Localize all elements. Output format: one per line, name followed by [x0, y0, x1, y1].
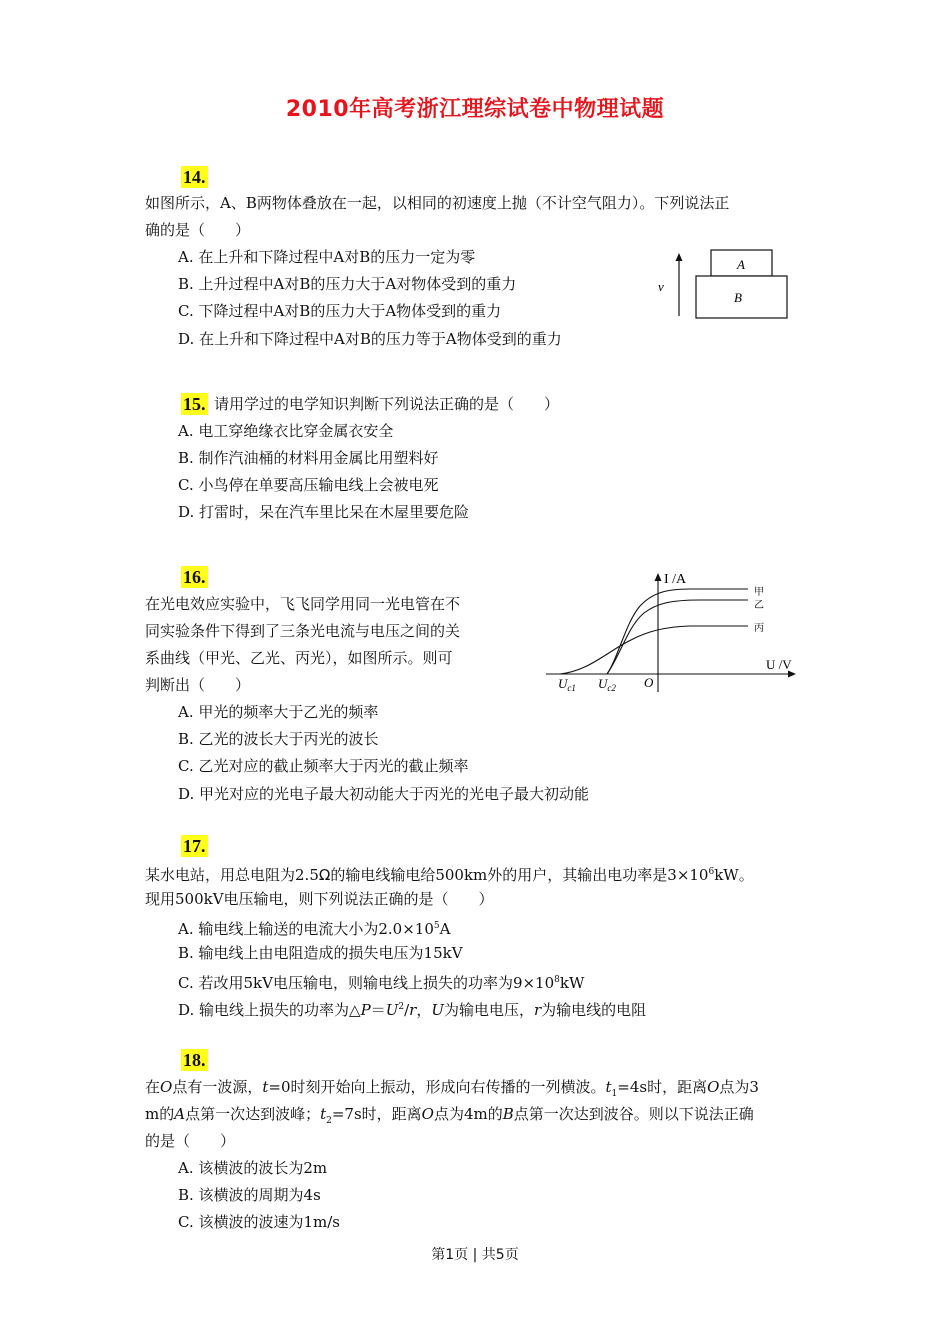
question-17-stem-line1: 某水电站，用总电阻为2.5Ω的输电线输电给500km外的用户，其输出电功率是$3\times 10^6kW$。 [145, 866, 754, 884]
velocity-arrowhead [676, 253, 683, 261]
question-14-option-b: B. 上升过程中A对B的压力大于A对物体受到的重力 [178, 275, 517, 293]
question-18-option-b: B. 该横波的周期为4s [178, 1186, 321, 1204]
question-17-option-b: B. 输电线上由电阻造成的损失电压为15kV [178, 944, 463, 962]
question-14-option-a: A. 在上升和下降过程中A对B的压力一定为零 [178, 248, 476, 266]
curve-label-bing: 丙 [754, 623, 764, 634]
uc2-label: $U_{c2}$ [598, 676, 616, 693]
question-15-stem: 请用学过的电学知识判断下列说法正确的是（ ） [214, 395, 560, 413]
question-16-option-d: D. 甲光对应的光电子最大初动能大于丙光的光电子最大初动能 [178, 785, 590, 803]
question-15-option-a: A. 电工穿绝缘衣比穿金属衣安全 [178, 422, 394, 440]
question-16-stem-line1: 在光电效应实验中，飞飞同学用同一光电管在不 [145, 595, 461, 613]
velocity-label: v [658, 279, 664, 294]
question-14-stem-line2: 确的是（ ） [145, 221, 251, 239]
question-14-option-d: D. 在上升和下降过程中A对B的压力等于A物体受到的重力 [178, 330, 562, 348]
question-16-number: 16. [183, 567, 206, 587]
question-16-stem-line3: 系曲线（甲光、乙光、丙光），如图所示。则可 [145, 649, 453, 667]
question-17-option-a: A. 输电线上输送的电流大小为$2.0\times 10^5A$ [178, 920, 451, 938]
question-16-iv-graph [540, 566, 800, 696]
curve-jia [607, 589, 748, 674]
question-17-number: 17. [183, 836, 206, 856]
origin-label: O [644, 675, 654, 690]
uc1-label: $U_{c1}$ [558, 676, 576, 693]
question-17-option-c: C. 若改用5kV电压输电，则输电线上损失的功率为$9\times 10^8kW$ [178, 974, 585, 992]
question-17-option-d: D. 输电线上损失的功率为$\triangle P=U^2/r$，U为输电电压，r为输电线的电阻 [178, 1001, 647, 1019]
curve-label-yi: 乙 [754, 600, 764, 611]
curve-yi [607, 600, 748, 674]
block-a-label: A [737, 257, 745, 272]
question-15-option-b: B. 制作汽油桶的材料用金属比用塑料好 [178, 449, 439, 467]
page-title: 2010年高考浙江理综试卷中物理试题 [285, 97, 665, 122]
question-18-option-c: C. 该横波的波速为1m/s [178, 1213, 340, 1231]
x-axis-label: U /V [766, 657, 792, 672]
question-16-stem-line2: 同实验条件下得到了三条光电流与电压之间的关 [145, 622, 461, 640]
question-16-stem-line4: 判断出（ ） [145, 676, 251, 694]
question-14-stem-line1: 如图所示，A、B两物体叠放在一起，以相同的初速度上抛（不计空气阻力）。下列说法正 [145, 194, 730, 212]
question-14-figure [650, 244, 800, 324]
y-axis-label: I /A [664, 572, 687, 587]
question-18-option-a: A. 该横波的波长为2m [178, 1159, 328, 1177]
question-18-stem-line3: 的是（ ） [145, 1132, 236, 1150]
curve-label-jia: 甲 [754, 587, 764, 598]
question-16-option-b: B. 乙光的波长大于丙光的波长 [178, 730, 379, 748]
block-b-label: B [734, 290, 742, 305]
question-16-option-a: A. 甲光的频率大于乙光的频率 [178, 703, 379, 721]
curve-bing [560, 626, 748, 674]
page-footer: 第1页 | 共5页 [431, 1247, 519, 1263]
question-18-stem-line1: 在O点有一波源，t=0时刻开始向上振动，形成向右传播的一列横波。$t_1=4s$时，距离O点为3 [145, 1078, 759, 1099]
question-15-option-c: C. 小鸟停在单要高压输电线上会被电死 [178, 476, 439, 494]
question-14-option-c: C. 下降过程中A对B的压力大于A物体受到的重力 [178, 302, 502, 320]
question-15-option-d: D. 打雷时，呆在汽车里比呆在木屋里要危险 [178, 503, 470, 521]
question-16-option-c: C. 乙光对应的截止频率大于丙光的截止频率 [178, 757, 469, 775]
question-18-number: 18. [183, 1050, 206, 1070]
question-14-number: 14. [183, 167, 206, 187]
question-15-number: 15. [183, 394, 206, 414]
question-18-stem-line2: m的A点第一次达到波峰；$t_2=7s$时，距离O点为4m的B点第一次达到波谷。则以下说法正确 [145, 1105, 754, 1126]
y-axis-arrowhead [655, 573, 662, 581]
question-17-stem-line2: 现用500kV电压输电，则下列说法正确的是（ ） [145, 890, 494, 908]
